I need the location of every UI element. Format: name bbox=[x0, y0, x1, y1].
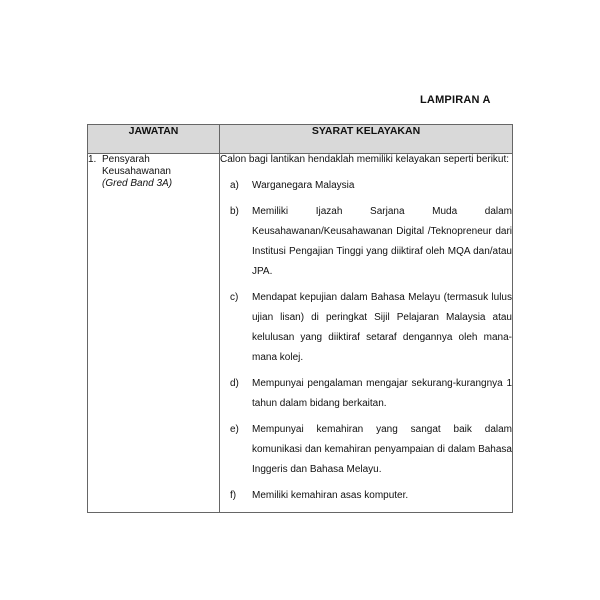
item-text: Mendapat kepujian dalam Bahasa Melayu (termasuk lulus ujian lisan) di peringkat Sijil Pelajaran Malaysia atau kelulusan yang diiktiraf setaraf dengannya oleh mana-mana kolej. bbox=[252, 292, 512, 363]
list-item bbox=[220, 420, 512, 480]
syarat-cell bbox=[220, 154, 513, 513]
list-item bbox=[220, 374, 512, 414]
item-label: e) bbox=[230, 424, 239, 435]
table-row bbox=[88, 154, 513, 513]
requirements-table bbox=[87, 124, 513, 513]
item-label: c) bbox=[230, 292, 239, 303]
position-grade: (Gred Band 3A) bbox=[102, 178, 173, 189]
item-label: f) bbox=[230, 490, 237, 501]
lampiran-heading: LAMPIRAN A bbox=[420, 94, 491, 106]
item-text: Memiliki Ijazah Sarjana Muda dalam Keusahawanan/Keusahawanan Digital /Teknopreneur dari Institusi Pengajian Tinggi yang diiktiraf oleh MQA dan/atau JPA. bbox=[252, 206, 512, 277]
item-text: Memiliki kemahiran asas komputer. bbox=[252, 490, 409, 501]
requirements-intro: Calon bagi lantikan hendaklah memiliki kelayakan seperti berikut: bbox=[220, 154, 510, 165]
jawatan-cell bbox=[88, 154, 220, 513]
item-text: Mempunyai pengalaman mengajar sekurang-kurangnya 1 tahun dalam bidang berkaitan. bbox=[252, 378, 512, 409]
list-item bbox=[220, 176, 512, 196]
position-title: Pensyarah Keusahawanan bbox=[102, 154, 171, 177]
item-label: b) bbox=[230, 206, 239, 217]
column-header-syarat: SYARAT KELAYAKAN bbox=[220, 125, 513, 154]
list-item bbox=[220, 288, 512, 368]
item-text: Warganegara Malaysia bbox=[252, 180, 355, 191]
requirements-list bbox=[220, 176, 512, 506]
column-header-jawatan: JAWATAN bbox=[88, 125, 220, 154]
item-label: d) bbox=[230, 378, 239, 389]
item-label: a) bbox=[230, 180, 239, 191]
row-number: 1. bbox=[88, 154, 97, 165]
table-header-row bbox=[88, 125, 513, 154]
list-item bbox=[220, 486, 512, 506]
list-item bbox=[220, 202, 512, 282]
item-text: Mempunyai kemahiran yang sangat baik dalam komunikasi dan kemahiran penyampaian di dalam Bahasa Inggeris dan Bahasa Melayu. bbox=[252, 424, 512, 475]
